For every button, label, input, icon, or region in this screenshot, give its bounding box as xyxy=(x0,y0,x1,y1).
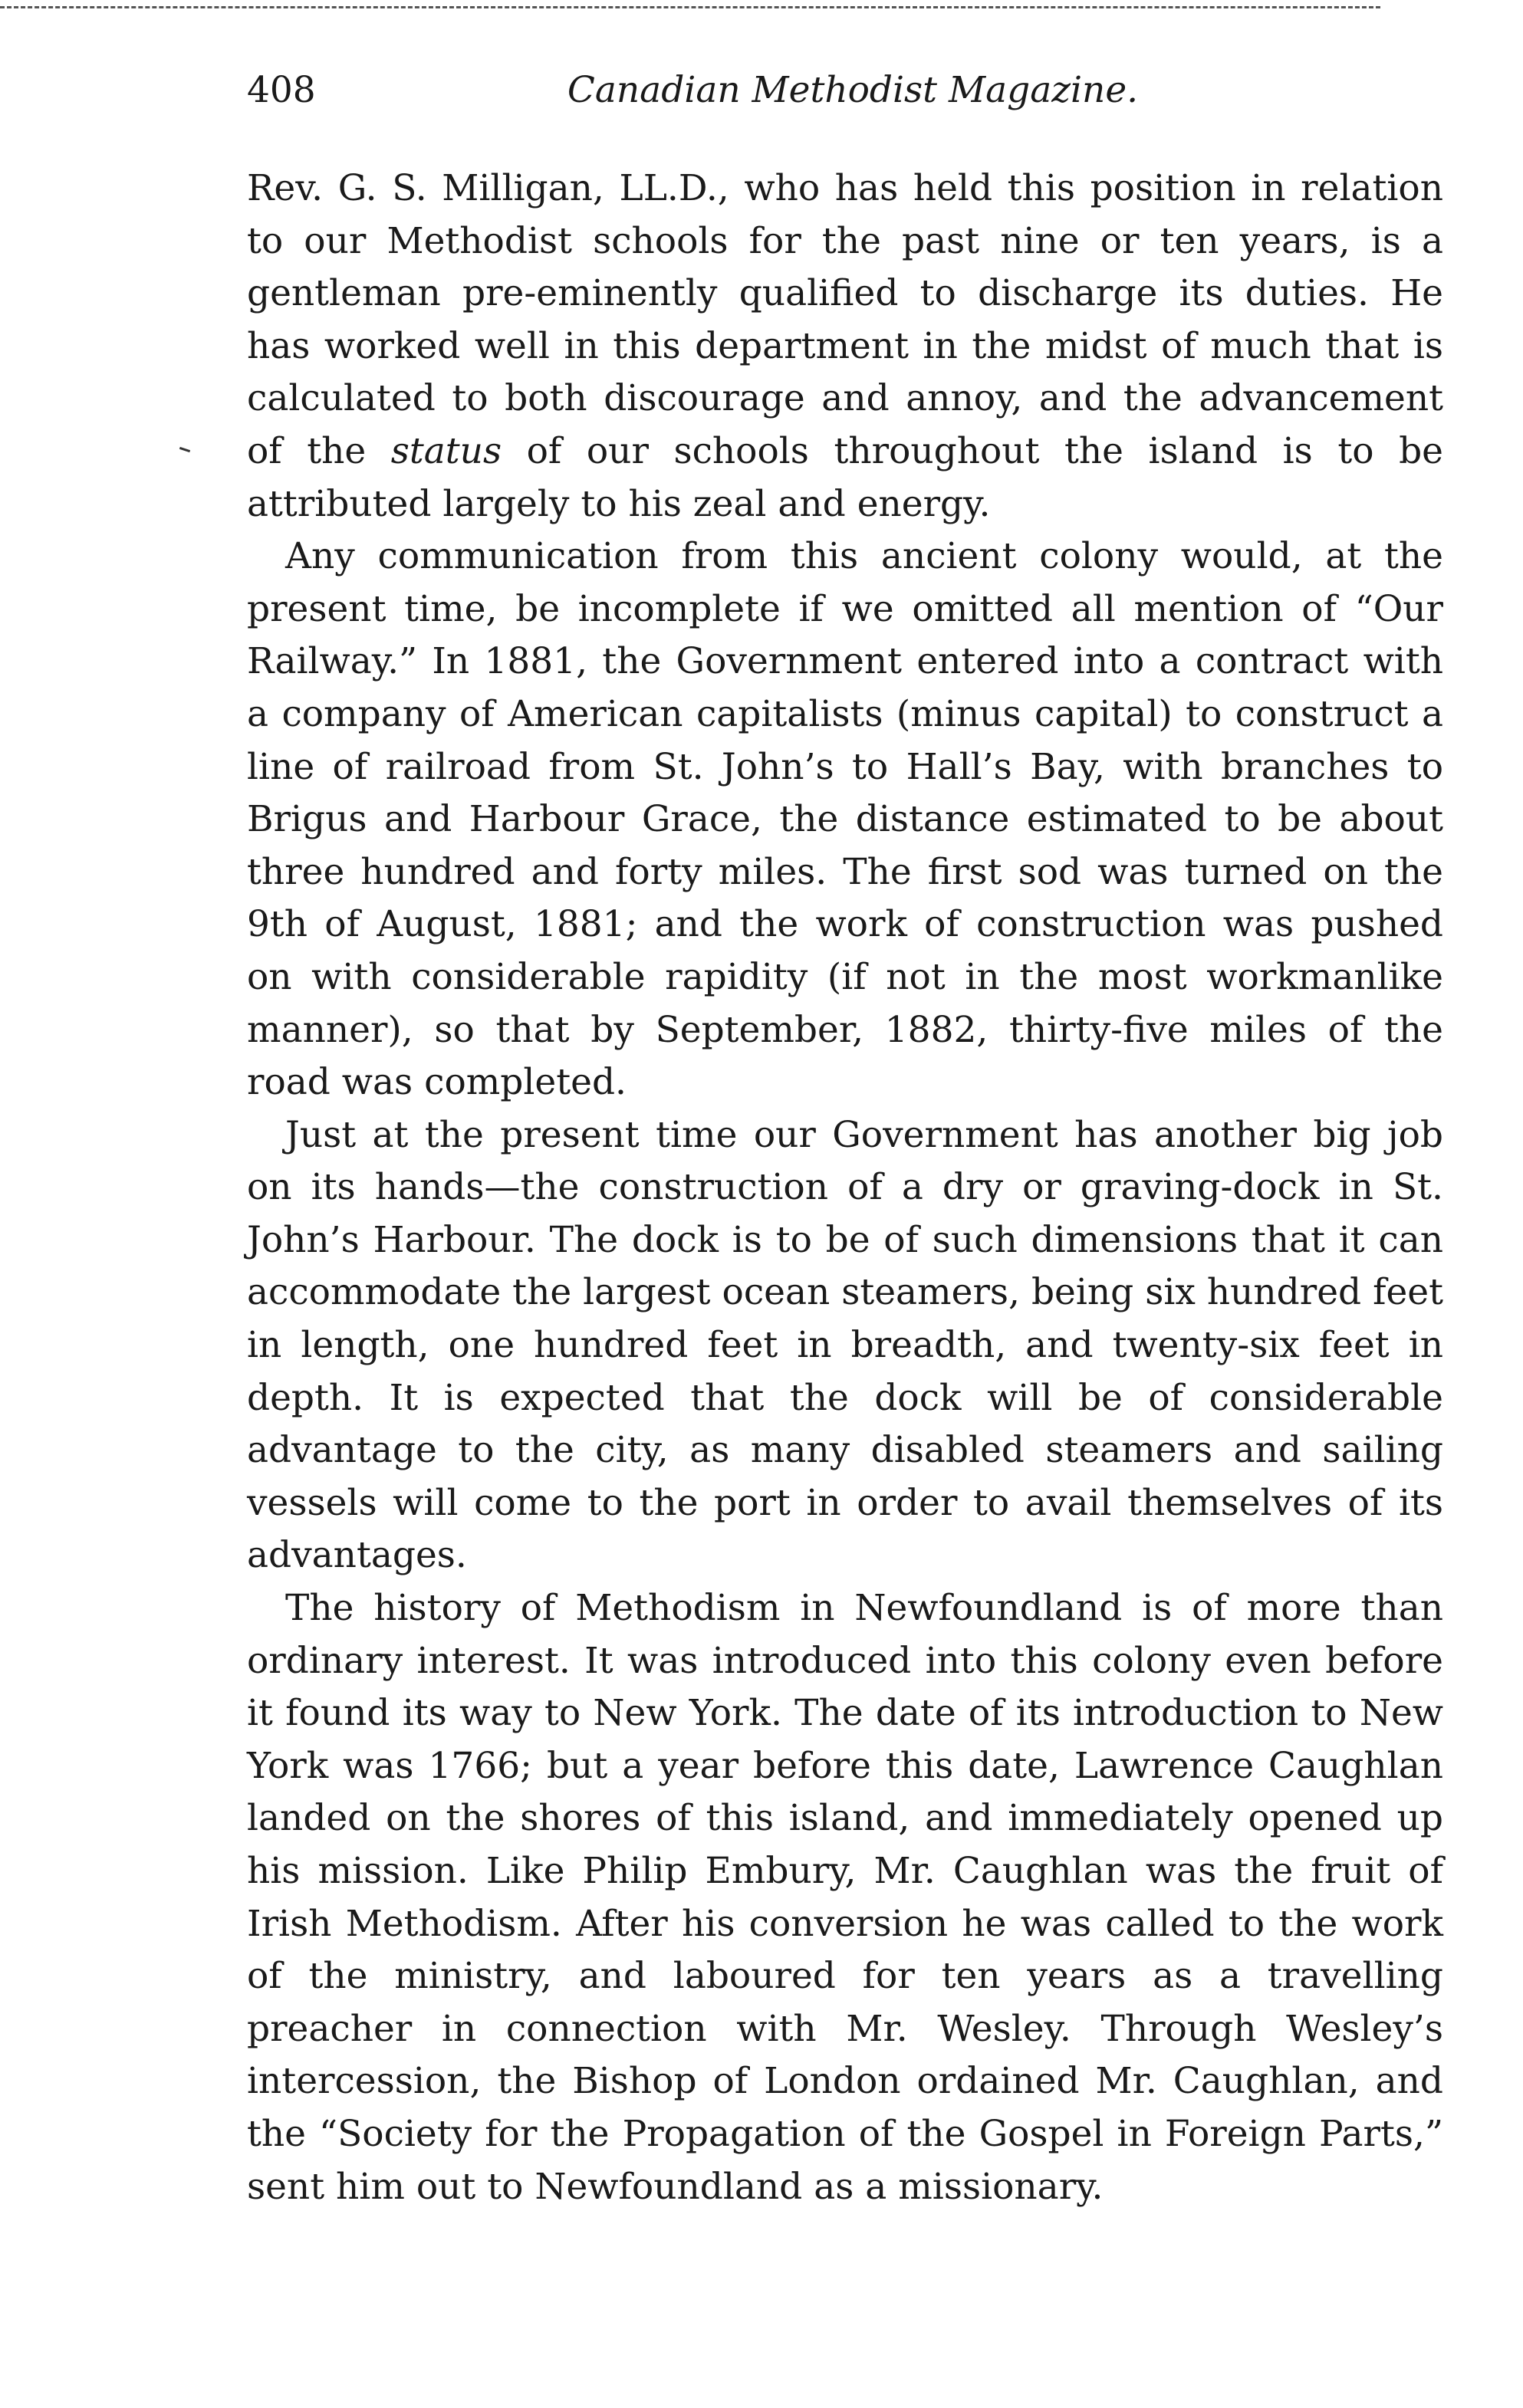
paragraph-text: Rev. G. S. Milligan, LL.D., who has held this position in relation to our Methodist schools for the past nine or ten years, is a gentleman pre-eminently qualified to discharge its duties. He has worked well in this department in the midst of much that is calculated to both discourage and annoy, and the advancement of the xyxy=(247,167,1443,472)
paragraph-milligan xyxy=(247,163,1443,531)
paragraph-methodism-history: The history of Methodism in Newfoundland is of more than ordinary interest. It was introduced into this colony even before it found its way to New York. The date of its introduction to New York was 1766; but a year before this date, Lawrence Caughlan landed on the shores of this island, and immediately opened up his mission. Like Philip Embury, Mr. Caughlan was the fruit of Irish Methodism. After his conversion he was called to the work of the ministry, and laboured for ten years as a travelling preacher in connection with Mr. Wesley. Through Wesley’s intercession, the Bishop of London ordained Mr. Caughlan, and the “Society for the Propagation of the Gospel in Foreign Parts,” sent him out to Newfoundland as a missionary. xyxy=(247,1587,1443,2208)
article-body xyxy=(247,163,1443,2213)
margin-mark xyxy=(179,447,190,452)
paragraph-text: of our schools throughout the island is to be attributed largely to his zeal and energy. xyxy=(247,429,1443,525)
paragraph-graving-dock: Just at the present time our Government has another big job on its hands—the construction of a dry or graving-dock in St. John’s Harbour. The dock is to be of such dimensions that it can accommodate the largest ocean steamers, being six hundred feet in length, one hundred feet in breadth, and twenty-six feet in depth. It is expected that the dock will be of considerable advantage to the city, as many disabled steamers and sailing vessels will come to the port in order to avail themselves of its advantages. xyxy=(247,1113,1443,1577)
top-rule xyxy=(0,6,1380,8)
page-number: 408 xyxy=(247,69,316,111)
running-title: Canadian Methodist Magazine. xyxy=(567,69,1139,111)
paragraph-railway: Any communication from this ancient colony would, at the present time, be incomplete if we omitted all mention of “Our Railway.” In 1881, the Government entered into a contract with a company of American capitalists (minus capital) to construct a line of railroad from St. John’s to Hall’s Bay, with branches to Brigus and Harbour Grace, the distance estimated to be about three hundred and forty miles. The first sod was turned on the 9th of August, 1881; and the work of construction was pushed on with considerable rapidity (if not in the most workmanlike manner), so that by September, 1882, thirty-five miles of the road was completed. xyxy=(247,535,1443,1104)
italic-term: status xyxy=(390,429,502,472)
page-header xyxy=(247,69,1459,130)
